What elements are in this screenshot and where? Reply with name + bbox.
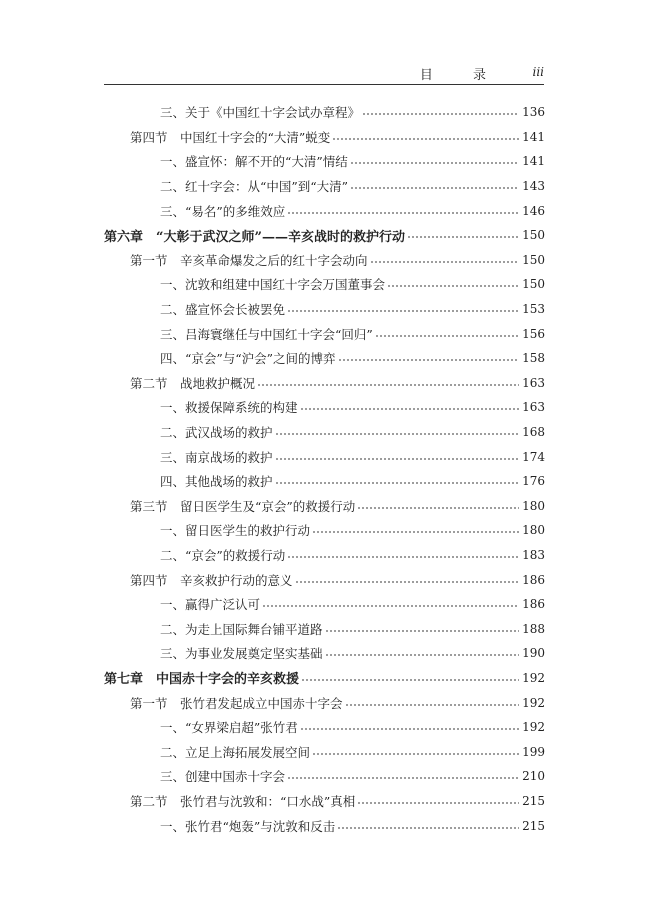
dot-leader xyxy=(325,629,520,632)
toc-section-entry[interactable] xyxy=(104,494,545,519)
dot-leader xyxy=(325,654,520,657)
header-title: 目 录 xyxy=(419,68,504,83)
toc-entry-page: 150 xyxy=(522,228,545,243)
dot-leader xyxy=(350,187,519,190)
toc-entry-page: 176 xyxy=(522,474,545,489)
toc-subsection-entry[interactable] xyxy=(104,395,545,420)
toc-chapter-entry[interactable] xyxy=(104,666,545,691)
toc-entry-page: 180 xyxy=(522,523,545,538)
dot-leader xyxy=(295,580,520,583)
dot-leader xyxy=(312,531,519,534)
toc-section-entry[interactable] xyxy=(104,248,545,273)
dot-leader xyxy=(287,777,519,780)
toc-entry-label: 一、盛宣怀：解不开的“大清”情结 xyxy=(160,154,348,170)
toc-subsection-entry[interactable] xyxy=(104,297,545,322)
dot-leader xyxy=(357,506,519,509)
dot-leader xyxy=(257,383,519,386)
toc-entry-label: 三、吕海寰继任与中国红十字会“回归” xyxy=(160,326,373,342)
dot-leader xyxy=(357,801,519,804)
toc-entry-label: 三、“易名”的多维效应 xyxy=(160,203,286,219)
toc-entry-page: 163 xyxy=(522,400,545,415)
header-page-number: iii xyxy=(532,65,544,79)
toc-entry-page: 183 xyxy=(522,547,545,562)
toc-entry-label: 第二节 张竹君与沈敦和：“口水战”真相 xyxy=(130,793,356,809)
toc-entry-label: 三、南京战场的救护 xyxy=(160,449,273,465)
dot-leader xyxy=(407,236,519,239)
running-header xyxy=(104,62,544,85)
toc-entry-label: 第六章 “大彰于武汉之师”——辛亥战时的救护行动 xyxy=(104,229,405,245)
dot-leader xyxy=(337,826,519,829)
toc-entry-page: 215 xyxy=(522,818,545,833)
toc-subsection-entry[interactable] xyxy=(104,764,545,789)
dot-leader xyxy=(345,703,520,706)
dot-leader xyxy=(300,728,519,731)
toc-entry-page: 156 xyxy=(522,326,545,341)
toc-entry-page: 188 xyxy=(522,621,545,636)
table-of-contents xyxy=(104,100,545,838)
toc-entry-label: 第三节 留日医学生及“京会”的救援行动 xyxy=(130,498,356,514)
dot-leader xyxy=(387,285,519,288)
toc-entry-page: 136 xyxy=(522,105,545,120)
toc-entry-label: 一、张竹君“炮轰”与沈敦和反击 xyxy=(160,818,336,834)
toc-entry-label: 一、赢得广泛认可 xyxy=(160,597,261,613)
toc-entry-page: 192 xyxy=(522,720,545,735)
toc-entry-label: 一、留日医学生的救护行动 xyxy=(160,523,311,539)
toc-entry-label: 第一节 张竹君发起成立中国赤十字会 xyxy=(130,695,343,711)
toc-entry-page: 150 xyxy=(522,277,545,292)
toc-subsection-entry[interactable] xyxy=(104,813,545,838)
toc-entry-page: 192 xyxy=(522,695,545,710)
toc-entry-label: 二、“京会”的救援行动 xyxy=(160,547,286,563)
toc-entry-label: 四、“京会”与“沪会”之间的博弈 xyxy=(160,351,336,367)
toc-entry-label: 三、为事业发展奠定坚实基础 xyxy=(160,646,323,662)
toc-entry-label: 二、武汉战场的救护 xyxy=(160,425,273,441)
toc-entry-label: 二、为走上国际舞台铺平道路 xyxy=(160,621,323,637)
toc-entry-label: 四、其他战场的救护 xyxy=(160,474,273,490)
dot-leader xyxy=(287,555,519,558)
toc-entry-label: 第四节 中国红十字会的“大清”蜕变 xyxy=(130,129,331,145)
toc-entry-page: 180 xyxy=(522,498,545,513)
toc-entry-page: 141 xyxy=(522,129,545,144)
dot-leader xyxy=(350,162,519,165)
dot-leader xyxy=(338,359,520,362)
toc-subsection-entry[interactable] xyxy=(104,715,545,740)
dot-leader xyxy=(287,211,519,214)
dot-leader xyxy=(300,408,520,411)
toc-entry-page: 190 xyxy=(522,646,545,661)
toc-entry-page: 210 xyxy=(522,769,545,784)
toc-chapter-entry[interactable] xyxy=(104,223,545,248)
dot-leader xyxy=(312,752,519,755)
toc-entry-page: 174 xyxy=(522,449,545,464)
toc-subsection-entry[interactable] xyxy=(104,444,545,469)
toc-entry-label: 一、“女界梁启超”张竹君 xyxy=(160,720,298,736)
toc-entry-page: 186 xyxy=(522,597,545,612)
toc-subsection-entry[interactable] xyxy=(104,518,545,543)
toc-entry-label: 三、关于《中国红十字会试办章程》 xyxy=(160,105,361,121)
toc-subsection-entry[interactable] xyxy=(104,543,545,568)
toc-subsection-entry[interactable] xyxy=(104,739,545,764)
dot-leader xyxy=(362,113,519,116)
toc-entry-label: 二、红十字会：从“中国”到“大清” xyxy=(160,179,349,195)
toc-entry-page: 141 xyxy=(522,154,545,169)
dot-leader xyxy=(287,310,519,313)
toc-entry-label: 二、立足上海拓展发展空间 xyxy=(160,744,311,760)
toc-subsection-entry[interactable] xyxy=(104,149,545,174)
dot-leader xyxy=(332,137,519,140)
toc-entry-label: 三、创建中国赤十字会 xyxy=(160,769,286,785)
toc-entry-page: 163 xyxy=(522,375,545,390)
toc-entry-page: 153 xyxy=(522,302,545,317)
toc-section-entry[interactable] xyxy=(104,567,545,592)
toc-entry-label: 一、救援保障系统的构建 xyxy=(160,400,298,416)
toc-subsection-entry[interactable] xyxy=(104,469,545,494)
toc-entry-page: 199 xyxy=(522,744,545,759)
dot-leader xyxy=(262,605,519,608)
toc-subsection-entry[interactable] xyxy=(104,641,545,666)
dot-leader xyxy=(275,457,520,460)
toc-entry-label: 第四节 辛亥救护行动的意义 xyxy=(130,572,293,588)
toc-subsection-entry[interactable] xyxy=(104,616,545,641)
toc-entry-label: 二、盛宣怀会长被罢免 xyxy=(160,302,286,318)
toc-section-entry[interactable] xyxy=(104,125,545,150)
dot-leader xyxy=(301,678,519,681)
toc-entry-page: 150 xyxy=(522,252,545,267)
toc-subsection-entry[interactable] xyxy=(104,272,545,297)
toc-entry-page: 168 xyxy=(522,425,545,440)
toc-section-entry[interactable] xyxy=(104,371,545,396)
toc-entry-page: 158 xyxy=(522,351,545,366)
dot-leader xyxy=(375,334,519,337)
toc-section-entry[interactable] xyxy=(104,789,545,814)
toc-section-entry[interactable] xyxy=(104,690,545,715)
toc-entry-page: 186 xyxy=(522,572,545,587)
toc-entry-label: 第一节 辛亥革命爆发之后的红十字会动向 xyxy=(130,252,368,268)
toc-subsection-entry[interactable] xyxy=(104,174,545,199)
dot-leader xyxy=(275,433,520,436)
toc-entry-label: 第二节 战地救护概况 xyxy=(130,375,256,391)
dot-leader xyxy=(370,260,520,263)
toc-subsection-entry[interactable] xyxy=(104,420,545,445)
toc-entry-page: 143 xyxy=(522,179,545,194)
toc-entry-page: 215 xyxy=(522,793,545,808)
dot-leader xyxy=(275,482,520,485)
toc-subsection-entry[interactable] xyxy=(104,592,545,617)
toc-entry-page: 146 xyxy=(522,203,545,218)
toc-subsection-entry[interactable] xyxy=(104,100,545,125)
toc-entry-label: 一、沈敦和组建中国红十字会万国董事会 xyxy=(160,277,386,293)
toc-subsection-entry[interactable] xyxy=(104,321,545,346)
toc-entry-label: 第七章 中国赤十字会的辛亥救援 xyxy=(104,672,300,688)
toc-subsection-entry[interactable] xyxy=(104,198,545,223)
toc-entry-page: 192 xyxy=(522,670,545,685)
toc-subsection-entry[interactable] xyxy=(104,346,545,371)
